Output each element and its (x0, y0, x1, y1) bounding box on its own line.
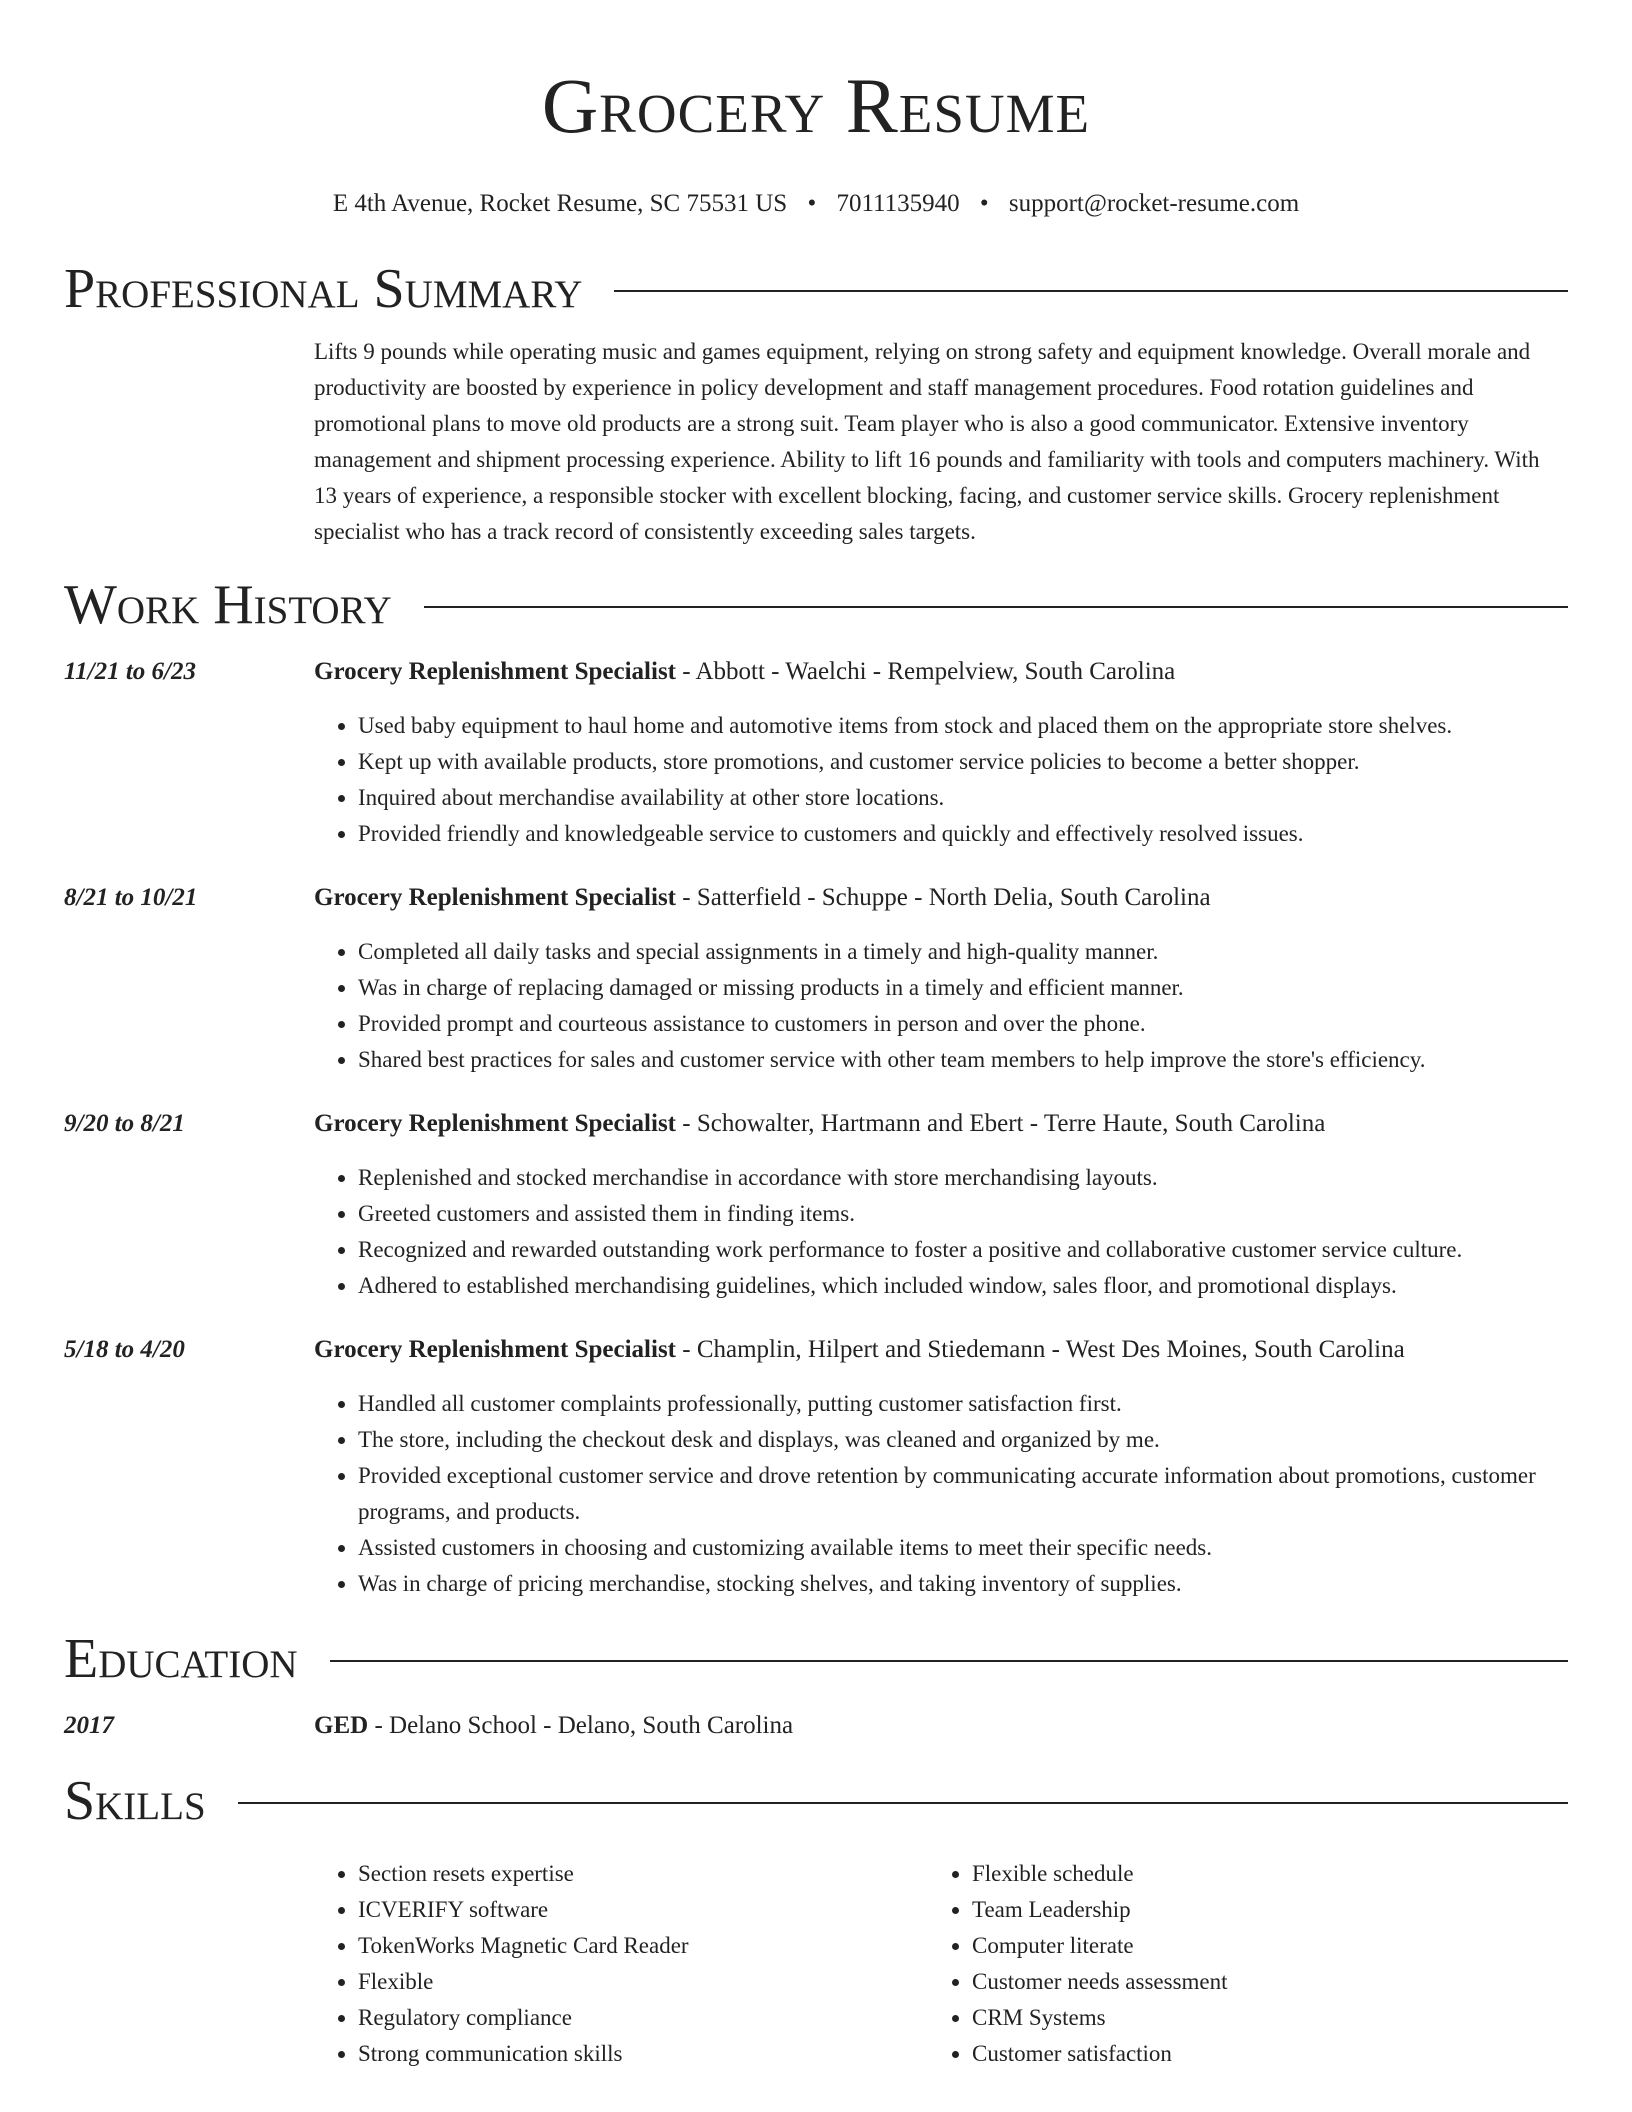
job-bullet: • Adhered to established merchandising guidelines, which included window, sales floor, and promotional displays. (358, 1268, 1568, 1304)
education-entry (64, 1708, 1568, 1744)
education-details: - Delano School - Delano, South Carolina (368, 1712, 794, 1739)
job-dates: 11/21 to 6/23 (64, 658, 196, 685)
education-section-title: Education (64, 1628, 298, 1690)
skill-item: • Team Leadership (972, 1892, 1568, 1928)
education-year: 2017 (64, 1712, 114, 1739)
job-heading (314, 1332, 1568, 1368)
education-degree: GED (314, 1712, 369, 1739)
job-role: Grocery Replenishment Specialist (314, 658, 676, 685)
job-body (314, 654, 1568, 852)
job-bullet: • Assisted customers in choosing and customizing available items to meet their specific needs. (358, 1530, 1568, 1566)
job-role: Grocery Replenishment Specialist (314, 1336, 676, 1363)
work-section-header (64, 570, 1568, 640)
contact-line (64, 188, 1568, 220)
work-section-title: Work History (64, 574, 392, 636)
job-bullet: • Was in charge of pricing merchandise, stocking shelves, and taking inventory of supplies. (358, 1566, 1568, 1602)
job-details: - Schowalter, Hartmann and Ebert - Terre Haute, South Carolina (676, 1110, 1326, 1137)
job-body (314, 880, 1568, 1078)
job-dates: 5/18 to 4/20 (64, 1336, 185, 1363)
section-divider (614, 290, 1568, 292)
skill-item: • Flexible schedule (972, 1856, 1568, 1892)
skill-item: • Customer needs assessment (972, 1964, 1568, 2000)
contact-address: E 4th Avenue, Rocket Resume, SC 75531 US (332, 190, 788, 217)
skill-item: • TokenWorks Magnetic Card Reader (358, 1928, 928, 1964)
job-entry (64, 654, 1568, 852)
job-bullets (314, 1160, 1568, 1304)
job-bullet: • Provided exceptional customer service and drove retention by communicating accurate information about promotions, customer programs, and products. (358, 1458, 1568, 1530)
job-body (314, 1106, 1568, 1304)
skill-item: • Section resets expertise (358, 1856, 928, 1892)
job-dates: 8/21 to 10/21 (64, 884, 198, 911)
job-entry (64, 1106, 1568, 1304)
job-bullet: • Was in charge of replacing damaged or missing products in a timely and efficient manner. (358, 970, 1568, 1006)
job-bullet: • Greeted customers and assisted them in finding items. (358, 1196, 1568, 1232)
job-body (314, 1332, 1568, 1602)
section-divider (330, 1660, 1568, 1662)
contact-separator: • (979, 190, 989, 217)
job-role: Grocery Replenishment Specialist (314, 884, 676, 911)
job-bullet: • Inquired about merchandise availability at other store locations. (358, 780, 1568, 816)
skill-item: • Customer satisfaction (972, 2036, 1568, 2072)
summary-section-title: Professional Summary (64, 258, 583, 320)
job-bullet: • Provided prompt and courteous assistance to customers in person and over the phone. (358, 1006, 1568, 1042)
education-heading (314, 1708, 793, 1744)
summary-text: Lifts 9 pounds while operating music and games equipment, relying on strong safety and equipment knowledge. Overall morale and productivity are boosted by experience in policy development and staff management procedures. Food rotation guidelines and promotional plans to move old products are a strong suit. Team player who is also a good communicator. Extensive inventory management and shipment processing experience. Ability to lift 16 pounds and familiarity with tools and computers machinery. With 13 years of experience, a responsible stocker with excellent blocking, facing, and customer service skills. Grocery replenishment specialist who has a track record of consistently exceeding sales targets. (314, 339, 1540, 544)
summary-section-header (64, 254, 1568, 324)
job-details: - Champlin, Hilpert and Stiedemann - West Des Moines, South Carolina (676, 1336, 1405, 1363)
job-bullet: • Replenished and stocked merchandise in accordance with store merchandising layouts. (358, 1160, 1568, 1196)
contact-separator: • (807, 190, 817, 217)
contact-phone: 7011135940 (836, 190, 960, 217)
education-section-header (64, 1624, 1568, 1694)
skill-item: • Strong communication skills (358, 2036, 928, 2072)
skill-item: • Computer literate (972, 1928, 1568, 1964)
job-bullet: • The store, including the checkout desk and displays, was cleaned and organized by me. (358, 1422, 1568, 1458)
skill-item: • ICVERIFY software (358, 1892, 928, 1928)
job-bullet: • Shared best practices for sales and customer service with other team members to help improve the store's efficiency. (358, 1042, 1568, 1078)
resume-title: Grocery Resume (541, 62, 1091, 149)
skills-section-header (64, 1766, 1568, 1836)
skills-column-left (314, 1856, 928, 2072)
job-bullet: • Kept up with available products, store promotions, and customer service policies to become a better shopper. (358, 744, 1568, 780)
contact-email: support@rocket-resume.com (1008, 190, 1300, 217)
skills-section-title: Skills (64, 1770, 206, 1832)
section-divider (424, 606, 1568, 608)
job-heading (314, 880, 1568, 916)
job-heading (314, 1106, 1568, 1142)
job-bullets (314, 1386, 1568, 1602)
skill-item: • Flexible (358, 1964, 928, 2000)
job-bullet: • Recognized and rewarded outstanding work performance to foster a positive and collaborative customer service culture. (358, 1232, 1568, 1268)
job-bullets (314, 934, 1568, 1078)
job-entry (64, 1332, 1568, 1602)
job-bullet: • Provided friendly and knowledgeable service to customers and quickly and effectively resolved issues. (358, 816, 1568, 852)
skills-column-right (928, 1856, 1568, 2072)
job-dates: 9/20 to 8/21 (64, 1110, 185, 1137)
job-role: Grocery Replenishment Specialist (314, 1110, 676, 1137)
job-bullet: • Completed all daily tasks and special assignments in a timely and high-quality manner. (358, 934, 1568, 970)
job-entry (64, 880, 1568, 1078)
job-heading (314, 654, 1568, 690)
job-bullets (314, 708, 1568, 852)
skill-item: • Regulatory compliance (358, 2000, 928, 2036)
skills-list (314, 1856, 1568, 2072)
section-divider (238, 1802, 1568, 1804)
job-details: - Satterfield - Schuppe - North Delia, South Carolina (676, 884, 1211, 911)
job-bullet: • Handled all customer complaints professionally, putting customer satisfaction first. (358, 1386, 1568, 1422)
job-bullet: • Used baby equipment to haul home and automotive items from stock and placed them on the appropriate store shelves. (358, 708, 1568, 744)
job-details: - Abbott - Waelchi - Rempelview, South Carolina (676, 658, 1176, 685)
skill-item: • CRM Systems (972, 2000, 1568, 2036)
